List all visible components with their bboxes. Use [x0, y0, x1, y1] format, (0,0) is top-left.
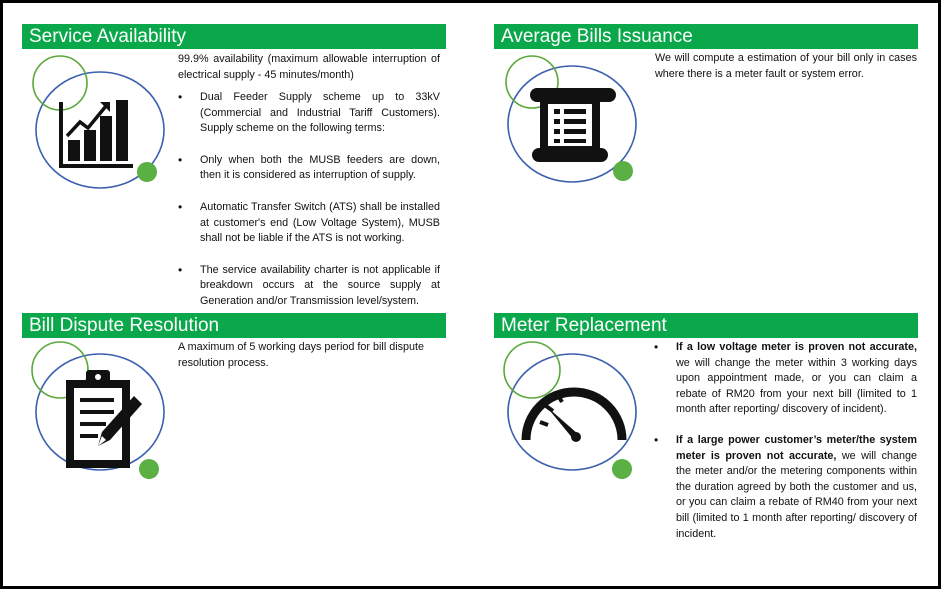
- list-item: • The service availability charter is not applicable if breakdown occurs at the source supply at Generation and/or Transmission level/system.: [176, 263, 440, 310]
- scroll-document-icon: [494, 52, 644, 192]
- list-item: • Automatic Transfer Switch (ATS) shall be installed at customer's end (Low Voltage System), MUSB shall not be liable if the ATS is not working.: [176, 200, 440, 247]
- service-availability-intro: 99.9% availability (maximum allowable interruption of electrical supply - 45 minutes/month): [178, 53, 440, 81]
- gauge-meter-icon: [494, 340, 644, 485]
- list-item: [652, 340, 917, 418]
- service-availability-list: [176, 90, 440, 310]
- clipboard-pen-icon: [22, 340, 172, 485]
- bar-chart-growth-icon: [22, 52, 172, 202]
- service-availability-header: Service Availability: [22, 24, 446, 49]
- bold-lead: If a low voltage meter is proven not accurate,: [676, 341, 917, 353]
- bullet-text: we will change the meter within 3 working days upon appointment made, or you can claim a rebate of RM20 from your next bill (limited to 1 month after reporting/ discovery of incident).: [676, 356, 917, 416]
- bill-dispute-header: Bill Dispute Resolution: [22, 313, 446, 338]
- list-item: • Dual Feeder Supply scheme up to 33kV (Commercial and Industrial Tariff Customers). Supply scheme on the following terms:: [176, 90, 440, 137]
- bullet-text: we will change the meter and/or the metering components within the duration agreed by both the customer and us, or you can claim a rebate of RM40 from your next bill (limited to 1 month after reporting/ discovery of incident.: [676, 449, 917, 540]
- bill-dispute-text: A maximum of 5 working days period for bill dispute resolution process.: [178, 341, 425, 369]
- meter-replacement-header: Meter Replacement: [494, 313, 918, 338]
- average-bills-text: We will compute a estimation of your bill only in cases where there is a meter fault or system error.: [655, 52, 917, 80]
- average-bills-header: Average Bills Issuance: [494, 24, 918, 49]
- bold-lead: If a large power customer’s meter/the system meter is proven not accurate,: [676, 433, 917, 462]
- meter-replacement-list: [652, 340, 917, 542]
- list-item: • Only when both the MUSB feeders are down, then it is considered as interruption of supply.: [176, 153, 440, 184]
- list-item: [652, 433, 917, 542]
